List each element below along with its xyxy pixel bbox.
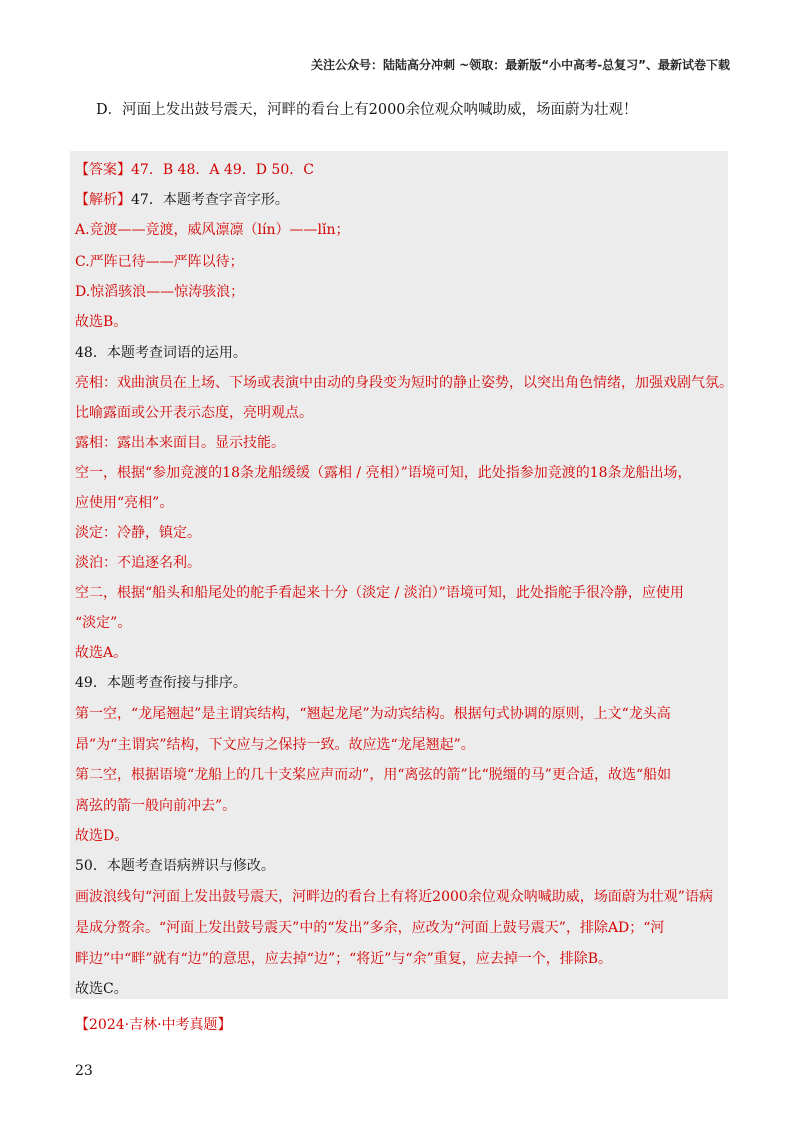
explanation-line: 空一，根据“参加竞渡的18条龙船缓缓（露相 / 亮相）”语境可知，此处指参加竞渡的18条龙船出场，	[75, 465, 692, 481]
conclusion-line: 故选D。	[75, 828, 129, 844]
explanation-line: 离弦的箭一般向前冲去”。	[75, 798, 237, 814]
explanation-line: D.惊滔骇浪——惊涛骇浪；	[75, 284, 245, 300]
conclusion-line: 故选A。	[75, 645, 128, 661]
conclusion-line: 故选C。	[75, 981, 128, 997]
explanation-line: 昂”为“主谓宾”结构，下文应与之保持一致。故应选“龙尾翘起”。	[75, 737, 475, 753]
question-50-heading: 50．本题考查语病辨识与修改。	[75, 858, 275, 874]
explanation-line: 第一空，“龙尾翘起”是主谓宾结构，“翘起龙尾”为动宾结构。根据句式协调的原则，上文“龙头高	[75, 706, 671, 722]
explanation-line: 淡定：冷静，镇定。	[75, 525, 201, 541]
analysis-tag: 【解析】	[75, 192, 131, 208]
option-d-text: D．河面上发出鼓号震天，河畔的看台上有2000余位观众呐喊助威，场面蔚为壮观！	[96, 102, 638, 118]
explanation-line: 应使用“亮相”。	[75, 495, 174, 511]
explanation-line: 淡泊：不追逐名利。	[75, 555, 201, 571]
explanation-line: 露相：露出本来面目。显示技能。	[75, 435, 285, 451]
question-48-heading: 48．本题考查词语的运用。	[75, 345, 247, 361]
explanation-line: 比喻露面或公开表示态度，亮明观点。	[75, 405, 313, 421]
conclusion-line: 故选B。	[75, 314, 128, 330]
explanation-line: “淡定”。	[75, 615, 132, 631]
explanation-line: 空二，根据“船头和船尾处的舵手看起来十分（淡定 / 淡泊）”语境可知，此处指舵手很冷静，应使用	[75, 585, 684, 601]
explanation-line: C.严阵已待——严阵以待；	[75, 254, 244, 270]
explanation-line: A.竞渡——竞渡，威风凛凛（lín）——lǐn；	[75, 222, 350, 238]
page-number: 23	[75, 1063, 93, 1079]
explanation-line: 畔边”中“畔”就有“边”的意思，应去掉“边”；“将近”与“余”重复，应去掉一个，排除B。	[75, 951, 613, 967]
explanation-line: 亮相：戏曲演员在上场、下场或表演中由动的身段变为短时的静止姿势，以突出角色情绪，加强戏剧气氛。	[75, 375, 733, 391]
analysis-47-text: 47．本题考查字音字形。	[131, 192, 289, 208]
analysis-47-heading	[75, 190, 289, 210]
explanation-line: 画波浪线句“河面上发出鼓号震天，河畔边的看台上有将近2000余位观众呐喊助威，场面蔚为壮观”语病	[75, 889, 713, 905]
answer-line: 【答案】47．B 48．A 49．D 50．C	[75, 162, 314, 178]
explanation-line: 是成分赘余。“河面上发出鼓号震天”中的“发出”多余，应改为“河面上鼓号震天”，排除AD；“河	[75, 920, 665, 936]
question-49-heading: 49．本题考查衔接与排序。	[75, 675, 247, 691]
explanation-line: 第二空，根据语境“龙船上的几十支桨应声而动”，用“离弦的箭”比“脱缰的马”更合适，故选“船如	[75, 767, 672, 783]
page-header: 关注公众号：陆陆高分冲刺 ~领取：最新版“小中高考-总复习”、最新试卷下载	[311, 58, 730, 72]
source-label: 【2024·吉林·中考真题】	[75, 1017, 232, 1033]
